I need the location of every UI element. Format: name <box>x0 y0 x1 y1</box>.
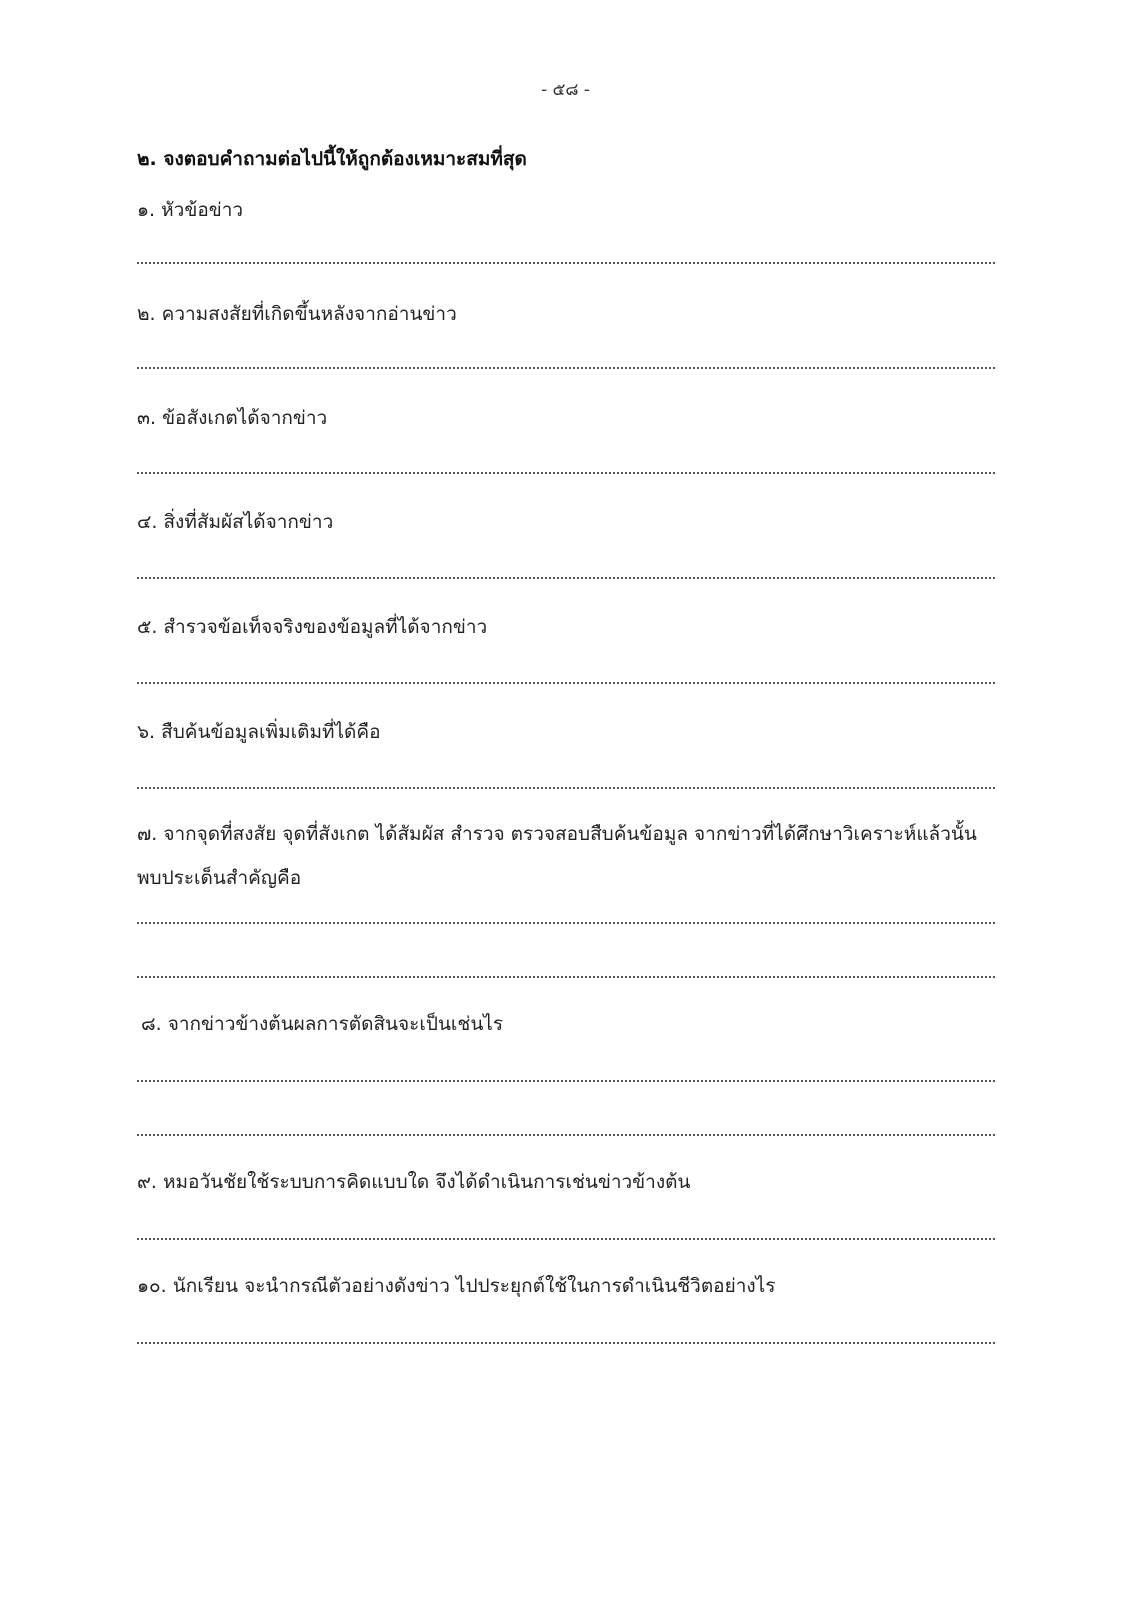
answer-line-3[interactable] <box>137 472 995 474</box>
question-10: ๑๐. นักเรียน จะนำกรณีตัวอย่างดังข่าว ไปประยุกต์ใช้ในการดำเนินชีวิตอย่างไร <box>137 1275 776 1297</box>
answer-line-9[interactable] <box>137 1238 995 1240</box>
page-number: - ๕๘ - <box>540 80 591 100</box>
question-6: ๖. สืบค้นข้อมูลเพิ่มเติมที่ได้คือ <box>137 721 381 743</box>
question-4: ๔. สิ่งที่สัมผัสได้จากข่าว <box>137 511 334 533</box>
answer-line-2[interactable] <box>137 367 995 369</box>
answer-line-10[interactable] <box>137 1342 995 1344</box>
answer-line-8a[interactable] <box>137 1080 995 1082</box>
answer-line-5[interactable] <box>137 682 995 684</box>
answer-line-7a[interactable] <box>137 922 995 924</box>
question-2: ๒. ความสงสัยที่เกิดขึ้นหลังจากอ่านข่าว <box>137 303 457 325</box>
answer-line-8b[interactable] <box>137 1134 995 1136</box>
answer-line-6[interactable] <box>137 787 995 789</box>
answer-line-1[interactable] <box>137 262 995 264</box>
question-3: ๓. ข้อสังเกตได้จากข่าว <box>137 407 328 429</box>
section-title: ๒. จงตอบคำถามต่อไปนี้ให้ถูกต้องเหมาะสมที่สุด <box>137 148 527 170</box>
answer-line-4[interactable] <box>137 577 995 579</box>
question-1: ๑. หัวข้อข่าว <box>137 199 244 221</box>
answer-line-7b[interactable] <box>137 976 995 978</box>
question-9: ๙. หมอวันชัยใช้ระบบการคิดแบบใด จึงได้ดำเนินการเช่นข่าวข้างต้น <box>137 1171 691 1193</box>
question-8: ๘. จากข่าวข้างต้นผลการตัดสินจะเป็นเช่นไร <box>141 1013 504 1035</box>
question-7: ๗. จากจุดที่สงสัย จุดที่สังเกต ได้สัมผัส สำรวจ ตรวจสอบสืบค้นข้อมูล จากข่าวที่ได้ศึกษาวิเคราะห์แล้วนั้น พบประเด็นสำคัญคือ <box>137 823 977 889</box>
question-5: ๕. สำรวจข้อเท็จจริงของข้อมูลที่ได้จากข่าว <box>137 616 488 638</box>
